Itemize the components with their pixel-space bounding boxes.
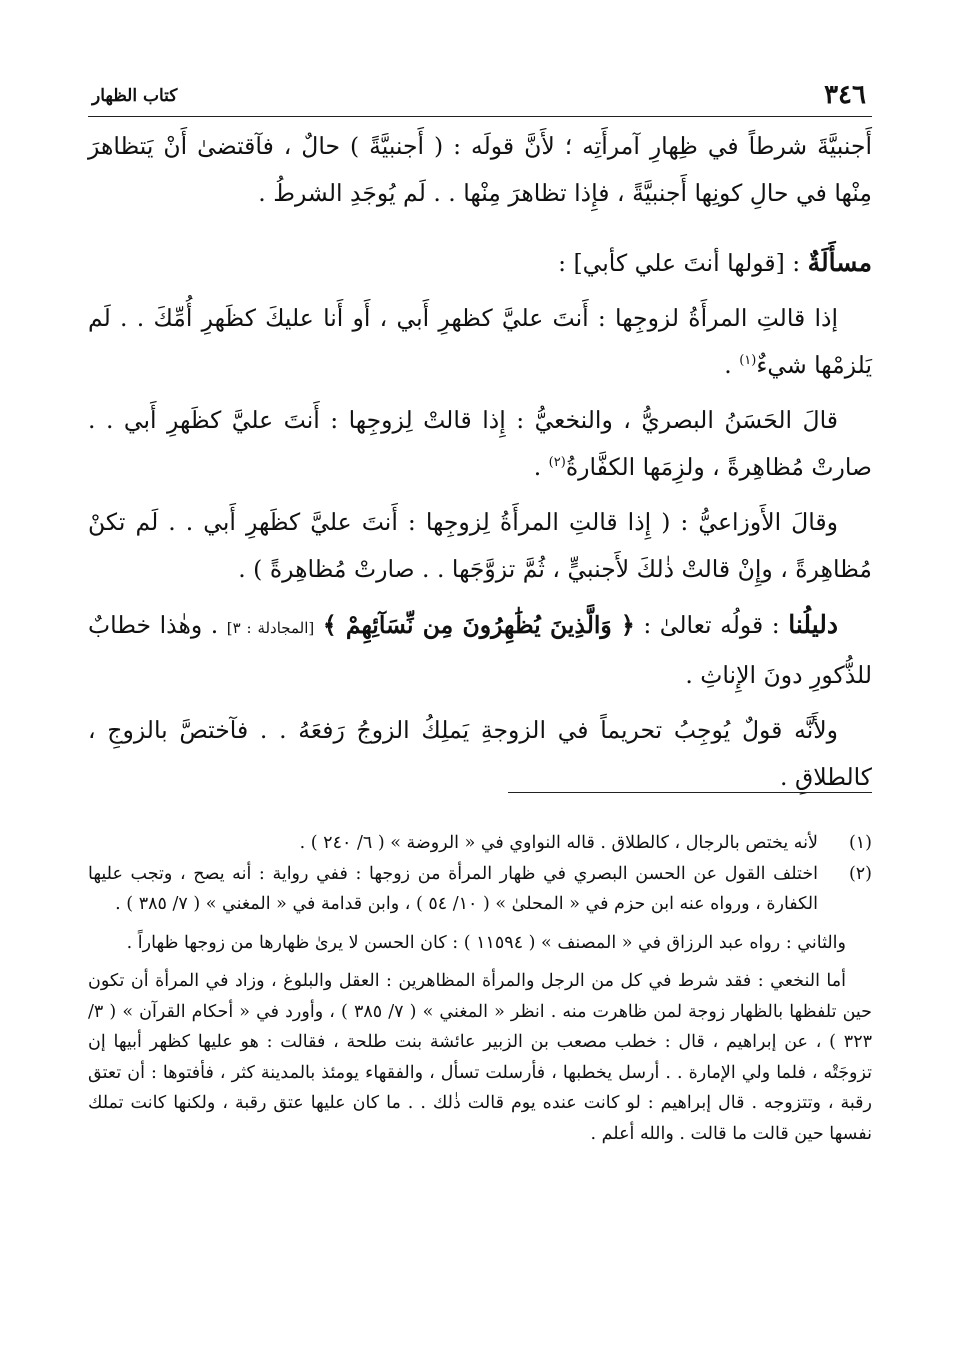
footnote-2-paragraph-3: أما النخعي : فقد شرط في كل من الرجل والمرأة المظاهرين : العقل والبلوغ ، وزاد في المرأة أن تكون حين تلفظها بالظهار زوجة لمن ظاهرت منه . انظر « المغني » ( ٧/ ٣٨٥ ) ، وأورد في « أحكام القرآن » ( ٣/ ٣٢٣ ) ، عن إبراهيم ، قال : خطب مصعب بن الزبير عائشة بنت طلحة ، فقالت : هو عليها كظهر أبيها إن تزوجَتْه ، فلما ولي الإمارة . . أرسل يخطبها ، فأرسلت تسأل ، والفقهاء يومئذ بالمدينة كثر ، فأفتوها : أن تعتق رقبة ، وتتزوجه . قال إبراهيم : لو كانت عنده يوم قالت ذٰلك . . ما كان عليها عتق رقبة ، ولكنها كانت تملك نفسها حين قالت ما قالت . والله أعلم . [88,971,872,1144]
dalil-text: : قولُه تعالىٰ : [643,611,780,639]
paragraph-3-text: قالَ الحَسَنُ البصريُّ ، والنخعيُّ : إِذا قالتْ لِزوجِها : أَنتَ عليَّ كظَهرِ أَبي . . صارتْ مُظاهِرةً ، ولزِمَها الكفَّارةُ [88,406,872,481]
dalil-rest: . وهٰذا خطابٌ للذُّكورِ دونَ الإِناثِ . [88,611,872,689]
page-number: ٣٤٦ [824,80,866,110]
paragraph-3 [88,397,872,491]
footnote-1-text: لأنه يختص بالرجال ، كالطلاق . قاله النواوي في « الروضة » ( ٦/ ٢٤٠ ) . [299,833,818,853]
footnote-ref-2: (٢) [548,455,566,471]
footnote-2 [88,859,872,920]
footnote-2-text: اختلف القول عن الحسن البصري في ظهار المرأة من زوجها : ففي رواية : أنه يصح ، وتجب عليها الكفارة ، ورواه عنه ابن حزم في « المحلىٰ » ( ١٠/ ٥٤ ) ، وابن قدامة في « المغني » ( ٧/ ٣٨٥ ) . [88,863,818,914]
footnote-2-paragraph-2: والثاني : رواه عبد الرزاق في « المصنف » ( ١١٥٩٤ ) : كان الحسن لا يرىٰ ظهارها من زوجها ظهاراً . [126,932,846,953]
masala-label: مسأَلَةٌ [807,248,872,277]
paragraph-2-text: إذا قالتِ المرأَةُ لزوجِها : أَنتَ عليَّ كظهرِ أَبي ، أَو أَنا عليكَ كظَهرِ أُمِّكَ . . لَم يَلزمْها شيءٌ [88,304,872,379]
main-text [88,123,872,801]
page-header [88,78,872,117]
footnote-2-number: (٢) [848,863,872,884]
dalil-label: دليلُنا [788,610,838,639]
book-page [88,78,872,1338]
book-title: كتاب الظهار [92,86,178,106]
masala-heading [88,239,872,287]
footnote-ref-1: (١) [739,353,757,369]
footnote-1 [88,828,872,859]
footnotes [88,828,872,1157]
paragraph-2-end: . [724,351,740,379]
paragraph-1: أَجنبيَّةَ شرطاً في ظِهارِ آمرأَتِه ؛ لأَنَّ قولَه : ( أَجنبيَّةً ) حالٌ ، فآقتضىٰ أَنْ يَتظاهرَ مِنْها في حالِ كونِها أَجنبيَّةً ، فإِذا تظاهرَ مِنْها . . لَم يُوجَدِ الشرطُ . [88,132,872,207]
paragraph-6: ولأَنَّه قولٌ يُوجِبُ تحريماً في الزوجةِ يَملِكُ الزوجُ رَفعَهُ . . فآختصَّ بالزوجِ ، كالطلاقِ . [88,716,872,791]
footnote-1-number: (١) [848,833,872,853]
paragraph-3-end: . [533,453,549,481]
masala-title: : [قولها أنتَ علي كأبي] : [558,249,801,277]
verse-reference: [المجادلة : ٣] [226,619,315,637]
dalil-paragraph [88,601,872,699]
paragraph-4: وقالَ الأَوزاعيُّ : ( إِذا قالتِ المرأَةُ لِزوجِها : أَنتَ عليَّ كظَهرِ أَبي . . لَم تكنْ مُظاهِرةً ، وإِنْ قالتْ ذٰلكَ لأَجنبيٍّ ، ثُمَّ تزوَّجَها . . صارتْ مُظاهِرةً ) . [88,508,872,583]
paragraph-2 [88,295,872,389]
quran-verse: ﴿ وَالَّذِينَ يُظَٰهِرُونَ مِن نِّسَآئِهِمْ ﴾ [322,611,635,639]
